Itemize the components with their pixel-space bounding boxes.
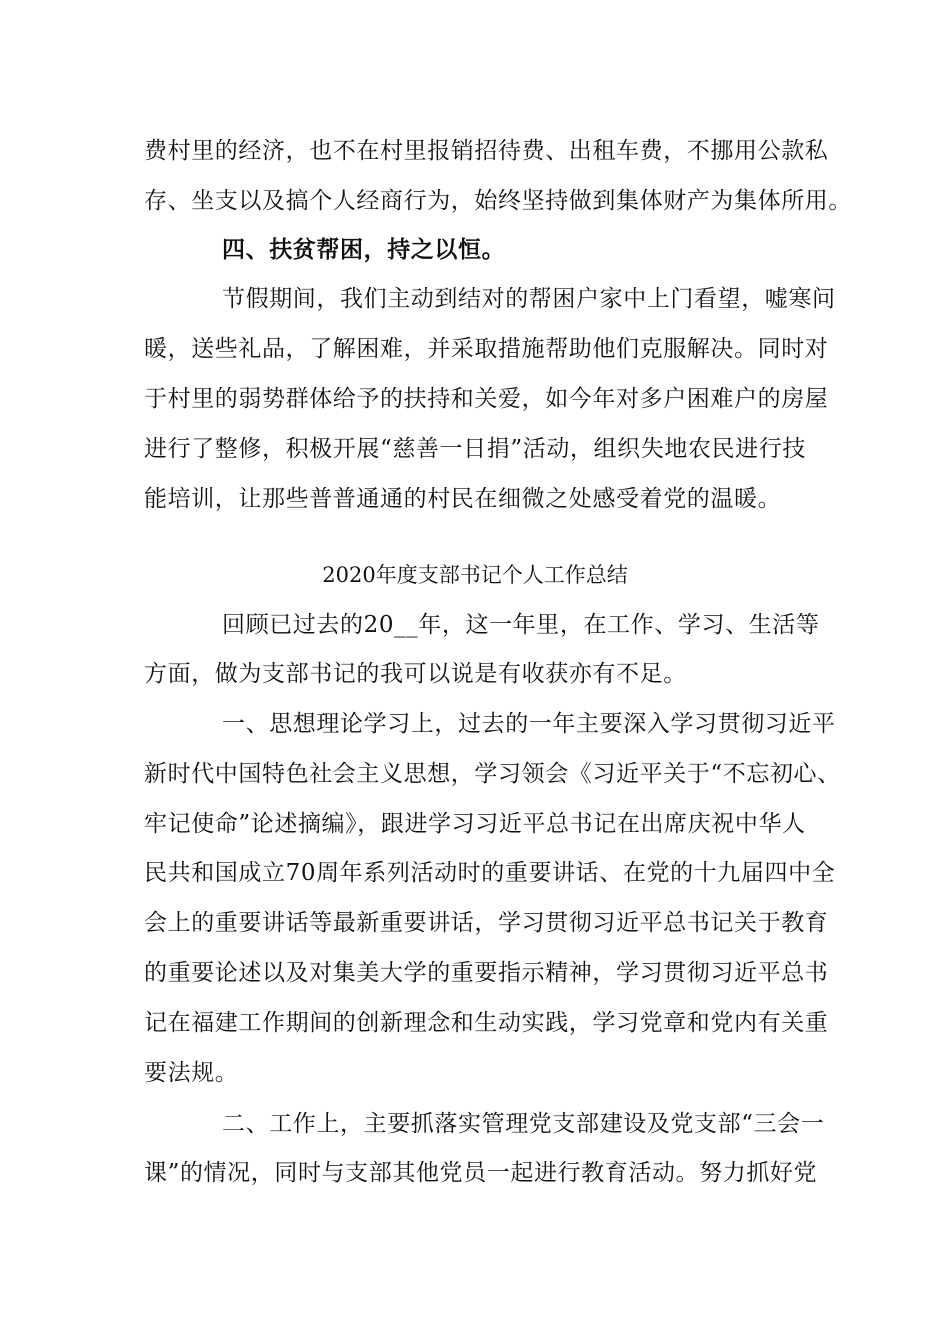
paragraph-line: 于村里的弱势群体给予的扶持和关爱，如今年对多户困难户的房屋: [144, 386, 829, 412]
paragraph-line: 费村里的经济，也不在村里报销招待费、出租车费，不挪用公款私: [144, 138, 829, 164]
paragraph-line: 一、思想理论学习上，过去的一年主要深入学习贯彻习近平: [222, 711, 836, 737]
paragraph-line: 回顾已过去的20__年，这一年里，在工作、学习、生活等: [222, 612, 820, 638]
paragraph-line: 能培训，让那些普普通通的村民在细微之处感受着党的温暖。: [144, 486, 782, 512]
section-heading: 四、扶贫帮困，持之以恒。: [222, 236, 506, 263]
paragraph-line: 牢记使命”论述摘编》，跟进学习习近平总书记在出席庆祝中华人: [144, 811, 806, 837]
paragraph-line: 二、工作上，主要抓落实管理党支部建设及党支部“三会一: [222, 1111, 825, 1137]
paragraph-line: 民共和国成立70周年系列活动时的重要讲话、在党的十九届四中全: [144, 860, 836, 886]
paragraph-line: 进行了整修，积极开展“慈善一日捐”活动，组织失地农民进行技: [144, 436, 806, 462]
paragraph-line: 会上的重要讲话等最新重要讲话，学习贯彻习近平总书记关于教育: [144, 910, 829, 936]
paragraph-line: 课”的情况，同时与支部其他党员一起进行教育活动。努力抓好党: [144, 1160, 818, 1186]
paragraph-line: 暖，送些礼品，了解困难，并采取措施帮助他们克服解决。同时对: [144, 336, 829, 362]
paragraph-line: 节假期间，我们主动到结对的帮困户家中上门看望，嘘寒问: [222, 286, 836, 312]
paragraph-line: 存、坐支以及搞个人经商行为，始终坚持做到集体财产为集体所用。: [144, 188, 852, 214]
document-title: 2020年度支部书记个人工作总结: [322, 563, 628, 587]
paragraph-line: 方面，做为支部书记的我可以说是有收获亦有不足。: [144, 661, 687, 687]
paragraph-line: 记在福建工作期间的创新理念和生动实践，学习党章和党内有关重: [144, 1010, 829, 1036]
paragraph-line: 新时代中国特色社会主义思想，学习领会《习近平关于“不忘初心、: [144, 761, 841, 787]
paragraph-line: 要法规。: [144, 1060, 239, 1086]
paragraph-line: 的重要论述以及对集美大学的重要指示精神，学习贯彻习近平总书: [144, 960, 829, 986]
